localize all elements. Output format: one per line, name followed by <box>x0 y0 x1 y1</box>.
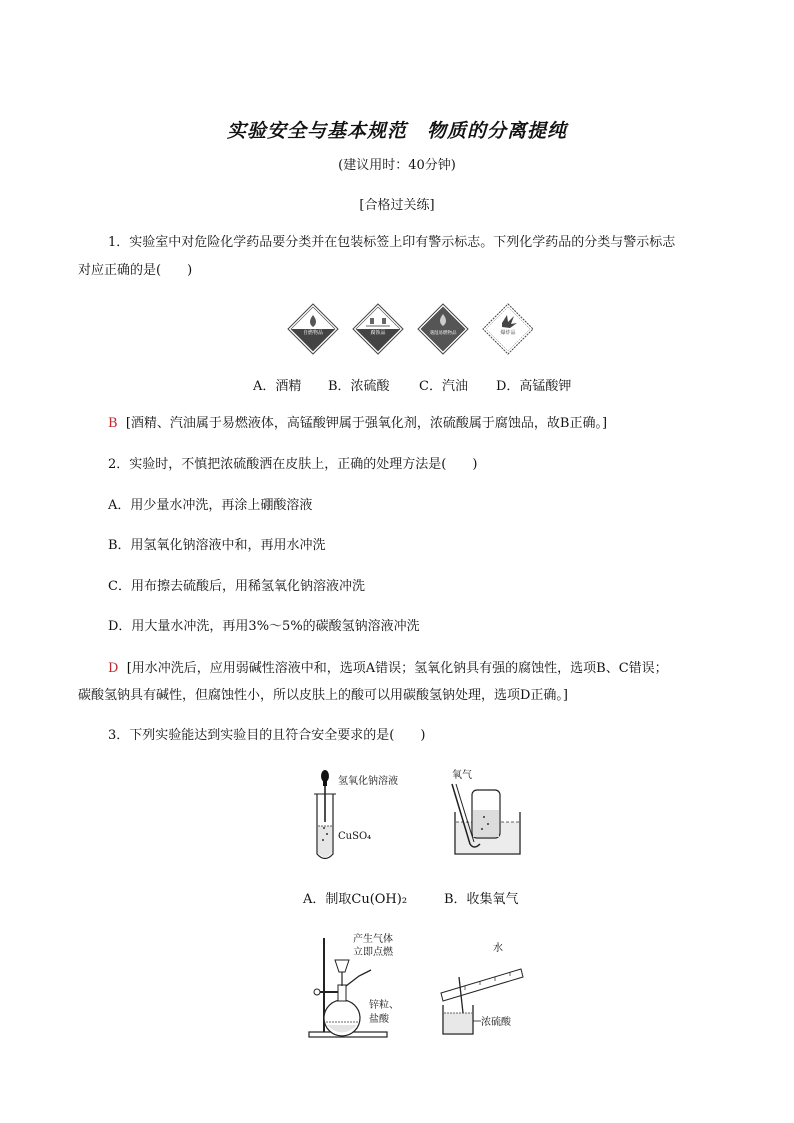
page-subtitle: (建议用时：40分钟) <box>338 158 456 173</box>
page-title: 实验安全与基本规范 物质的分离提纯 <box>226 120 567 142</box>
figure-label: 锌粒、 <box>369 1000 399 1011</box>
flammable-sign-icon <box>288 304 338 354</box>
section-heading: [合格过关练] <box>359 198 435 213</box>
q2-explanation-line2: 碳酸氢钠具有碱性，但腐蚀性小，所以皮肤上的酸可以用碳酸氢钠处理，选项D正确。] <box>78 688 568 703</box>
q1-option-c: C．汽油 <box>419 379 468 394</box>
q3-stem: 3．下列实验能达到实验目的且符合安全要求的是( ) <box>108 728 426 743</box>
figure-label: 产生气体 <box>353 934 393 945</box>
water-reactive-sign-icon <box>418 304 468 354</box>
q1-option-b: B．浓硫酸 <box>328 379 390 394</box>
figure-a-test-tube <box>308 764 418 864</box>
hazard-sign-label: 腐蚀品 <box>370 330 386 336</box>
q1-explanation: [酒精、汽油属于易燃液体，高锰酸钾属于强氧化剂，浓硫酸属于腐蚀品，故B正确。] <box>125 416 608 431</box>
q2-answer-letter: D <box>108 661 119 676</box>
q2-option-a: A．用少量水冲洗，再涂上硼酸溶液 <box>108 498 313 513</box>
q2-option-d: D．用大量水冲洗，再用3%～5%的碳酸氢钠溶液冲洗 <box>108 619 420 634</box>
figure-label: 盐酸 <box>369 1014 389 1025</box>
figure-label: 立即点燃 <box>353 947 393 958</box>
q3-option-b: B．收集氧气 <box>444 892 519 907</box>
q1-stem-line1: 1．实验室中对危险化学药品要分类并在包装标签上印有警示标志。下列化学药品的分类与警示标志 <box>108 235 676 250</box>
q2-explanation-line1: [用水冲洗后，应用弱碱性溶液中和，选项A错误；氢氧化钠具有强的腐蚀性，选项B、C错误； <box>126 661 668 676</box>
figure-b-gas-collection <box>440 762 540 862</box>
explosive-sign-icon <box>483 304 533 354</box>
figure-label: 水 <box>493 943 503 954</box>
q2-stem: 2．实验时，不慎把浓硫酸洒在皮肤上，正确的处理方法是( ) <box>108 457 478 472</box>
q1-answer <box>108 415 607 433</box>
figure-c-gas-generator <box>305 930 415 1045</box>
q1-option-a: A．酒精 <box>253 379 302 394</box>
q3-option-a: A．制取Cu(OH)₂ <box>303 892 408 907</box>
q2-option-b: B．用氢氧化钠溶液中和，再用水冲洗 <box>108 538 326 553</box>
figure-d-dilution <box>435 935 545 1045</box>
hazard-sign-label: 爆炸品 <box>500 330 516 336</box>
q2-answer <box>108 660 668 678</box>
hazard-sign-label: 遇湿易燃物品 <box>429 331 457 336</box>
figure-label: 氧气 <box>452 770 472 781</box>
figure-label: 氢氧化钠溶液 <box>338 776 398 787</box>
figure-label: 浓硫酸 <box>481 1017 511 1028</box>
hazard-signs-figure <box>285 302 545 362</box>
figure-label: CuSO₄ <box>338 831 372 842</box>
q2-option-c: C．用布擦去硫酸后，用稀氢氧化钠溶液冲洗 <box>108 579 365 594</box>
q1-answer-letter: B <box>108 416 118 431</box>
q1-option-d: D．高锰酸钾 <box>496 379 572 394</box>
q1-stem-line2: 对应正确的是( ) <box>78 263 193 278</box>
corrosive-sign-icon <box>353 304 403 354</box>
hazard-sign-label: 自燃物品 <box>302 330 324 336</box>
